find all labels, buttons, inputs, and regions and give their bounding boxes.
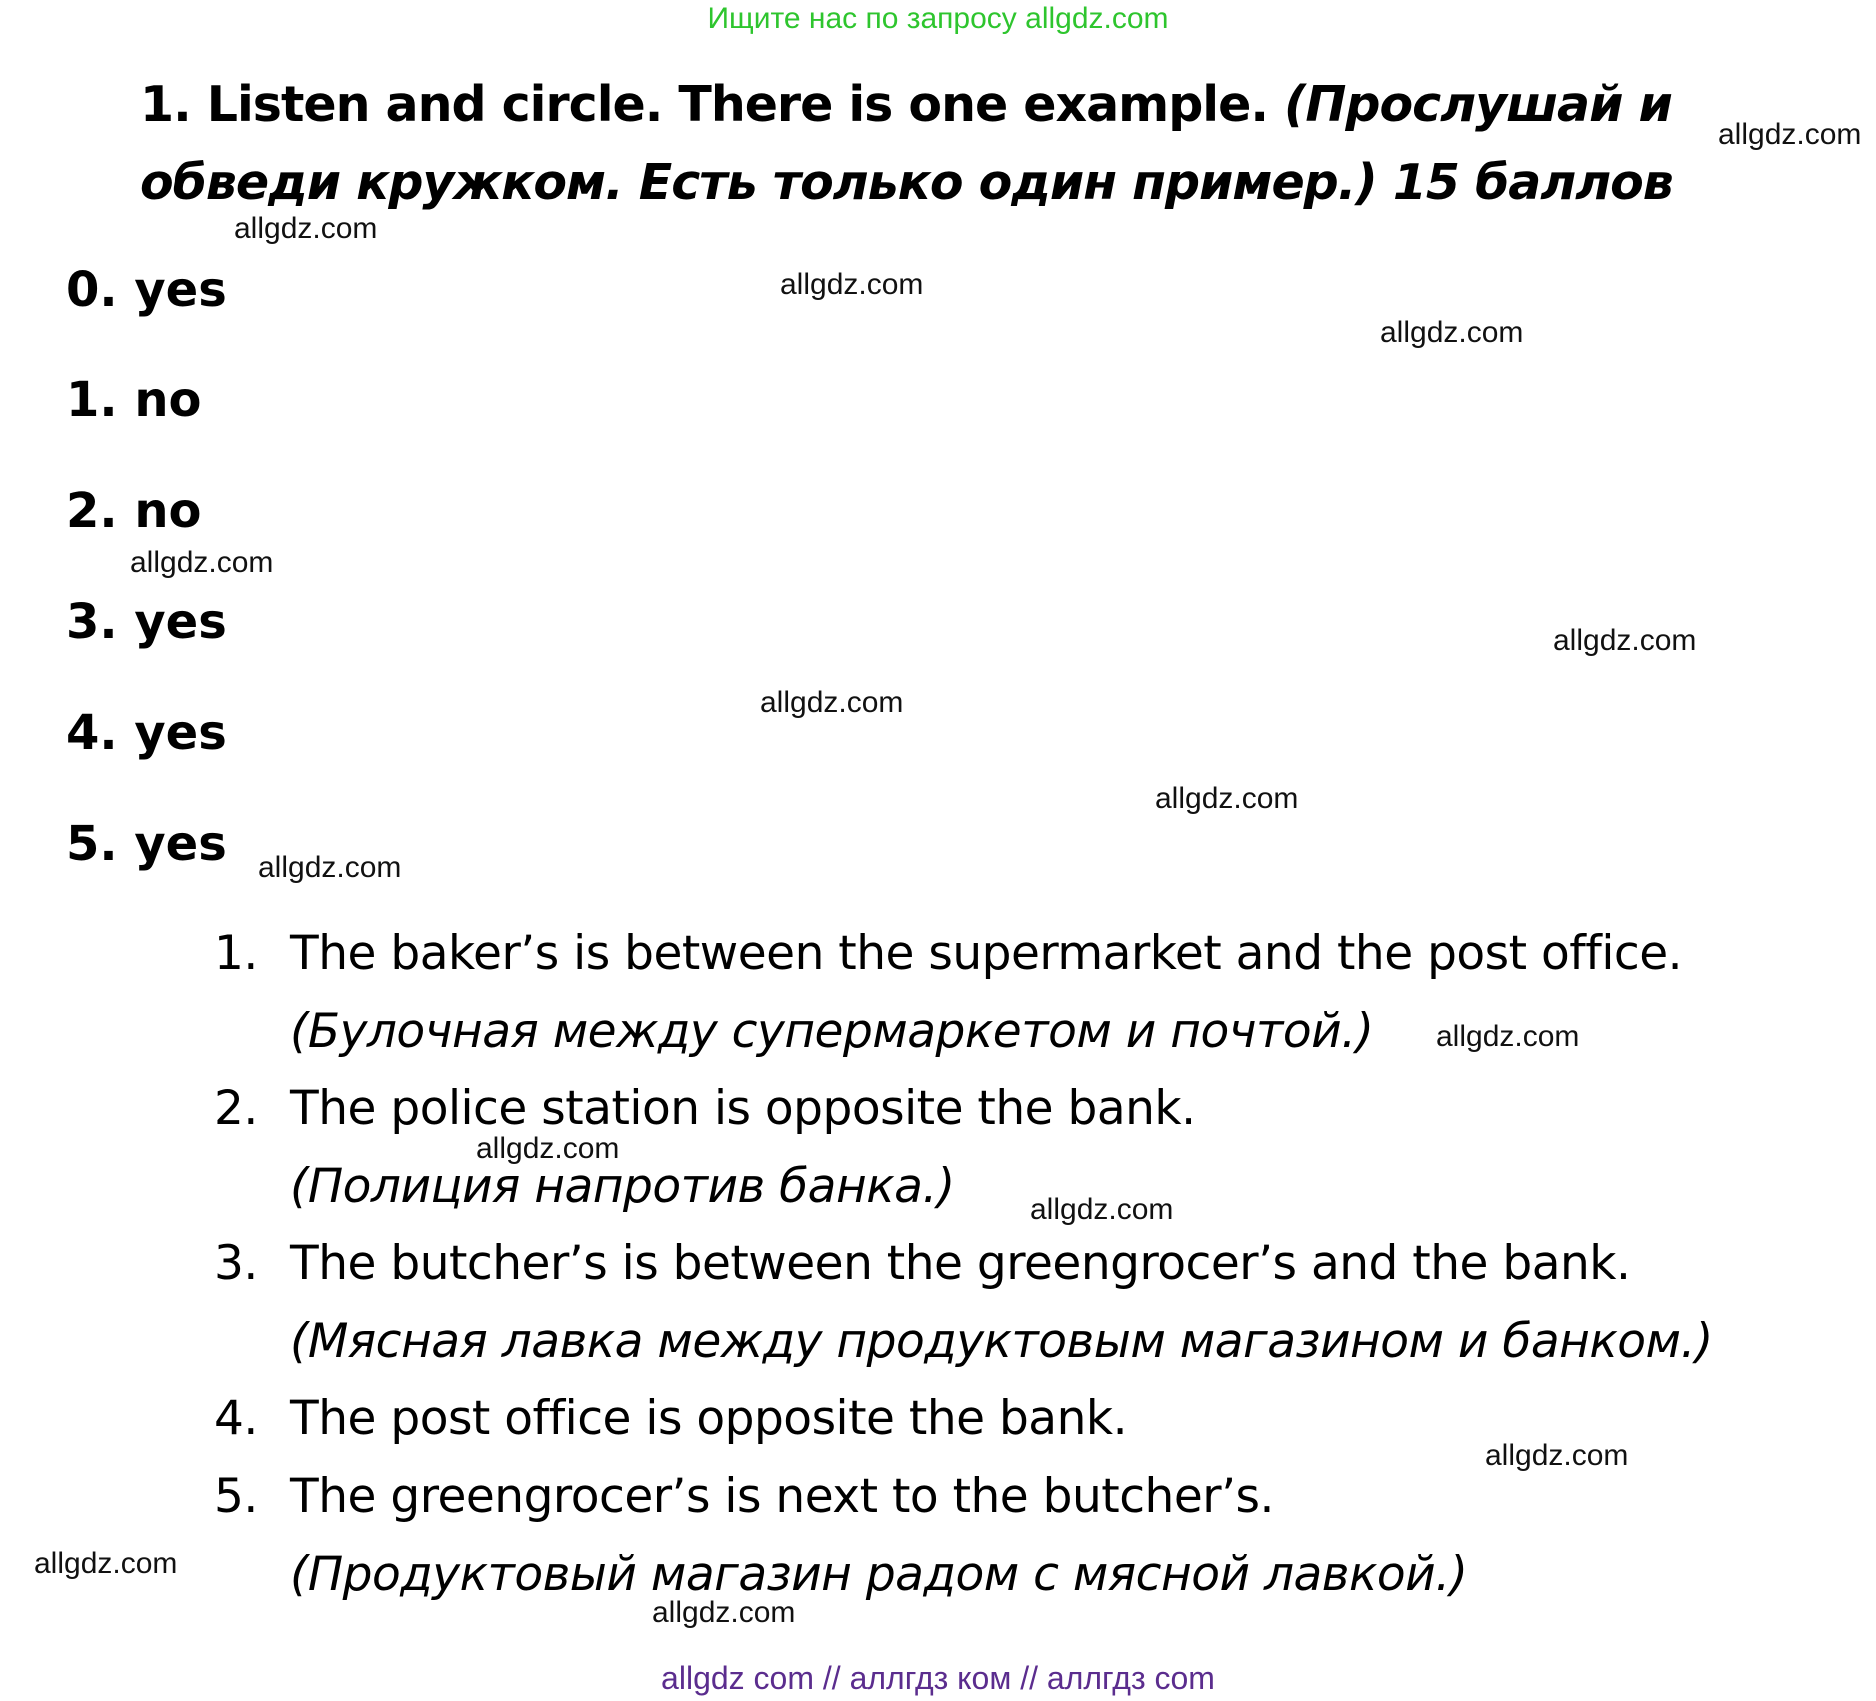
sentence-english: The butcher’s is between the greengrocer’s and the bank.: [290, 1236, 1631, 1291]
watermark: allgdz.com: [34, 1547, 178, 1580]
sentence-english: The baker’s is between the supermarket and the post office.: [290, 926, 1683, 981]
answer-number: 3.: [66, 594, 118, 650]
task-heading-russian: (Прослушай и обведи кружком. Есть только один пример.) 15 баллов: [140, 76, 1673, 211]
answer-item-4: [66, 703, 227, 763]
watermark: allgdz.com: [258, 851, 402, 884]
sentence-russian: (Полиция напротив банка.): [290, 1159, 955, 1214]
sentence-item-3: [214, 1225, 1834, 1381]
sentence-russian: (Мясная лавка между продуктовым магазином и банком.): [290, 1314, 1713, 1369]
sentence-number: 2.: [214, 1081, 258, 1136]
task-heading-english: 1. Listen and circle. There is one example.: [140, 76, 1268, 133]
watermark: allgdz.com: [652, 1596, 796, 1629]
sentence-item-1: [214, 915, 1834, 1071]
answer-value: yes: [134, 262, 227, 318]
sentence-item-5: [214, 1458, 1834, 1614]
top-search-banner: Ищите нас по запросу allgdz.com: [707, 2, 1169, 35]
watermark: allgdz.com: [1553, 624, 1697, 657]
answer-number: 5.: [66, 816, 118, 872]
watermark: allgdz.com: [234, 212, 378, 245]
watermark: allgdz.com: [1718, 118, 1862, 151]
footer-watermark: allgdz com // аллгдз ком // аллгдз com: [661, 1660, 1215, 1696]
sentence-number: 4.: [214, 1391, 258, 1446]
sentence-number: 3.: [214, 1236, 258, 1291]
answer-number: 1.: [66, 372, 118, 428]
answer-item-1: [66, 370, 202, 430]
watermark: allgdz.com: [760, 686, 904, 719]
answer-value: yes: [134, 594, 227, 650]
answer-item-5: [66, 814, 227, 874]
answer-number: 0.: [66, 262, 118, 318]
answer-number: 4.: [66, 705, 118, 761]
answer-number: 2.: [66, 483, 118, 539]
sentence-english: The post office is opposite the bank.: [290, 1391, 1128, 1446]
watermark: allgdz.com: [1380, 316, 1524, 349]
answer-item-0: [66, 260, 227, 320]
sentence-english: The police station is opposite the bank.: [290, 1081, 1196, 1136]
answer-value: yes: [134, 816, 227, 872]
answer-value: yes: [134, 705, 227, 761]
watermark: allgdz.com: [1030, 1193, 1174, 1226]
watermark: allgdz.com: [476, 1132, 620, 1165]
watermark: allgdz.com: [1155, 782, 1299, 815]
watermark: allgdz.com: [130, 546, 274, 579]
sentence-russian: (Продуктовый магазин радом с мясной лавкой.): [290, 1547, 1468, 1602]
answer-item-3: [66, 592, 227, 652]
answer-value: no: [134, 483, 202, 539]
sentence-russian: (Булочная между супермаркетом и почтой.): [290, 1004, 1374, 1059]
answer-value: no: [134, 372, 202, 428]
watermark: allgdz.com: [780, 268, 924, 301]
sentence-english: The greengrocer’s is next to the butcher’s.: [290, 1469, 1274, 1524]
watermark: allgdz.com: [1436, 1020, 1580, 1053]
watermark: allgdz.com: [1485, 1439, 1629, 1472]
answer-item-2: [66, 481, 202, 541]
sentence-number: 5.: [214, 1469, 258, 1524]
sentence-item-2: [214, 1070, 1834, 1226]
task-heading: [140, 66, 1720, 222]
sentence-number: 1.: [214, 926, 258, 981]
